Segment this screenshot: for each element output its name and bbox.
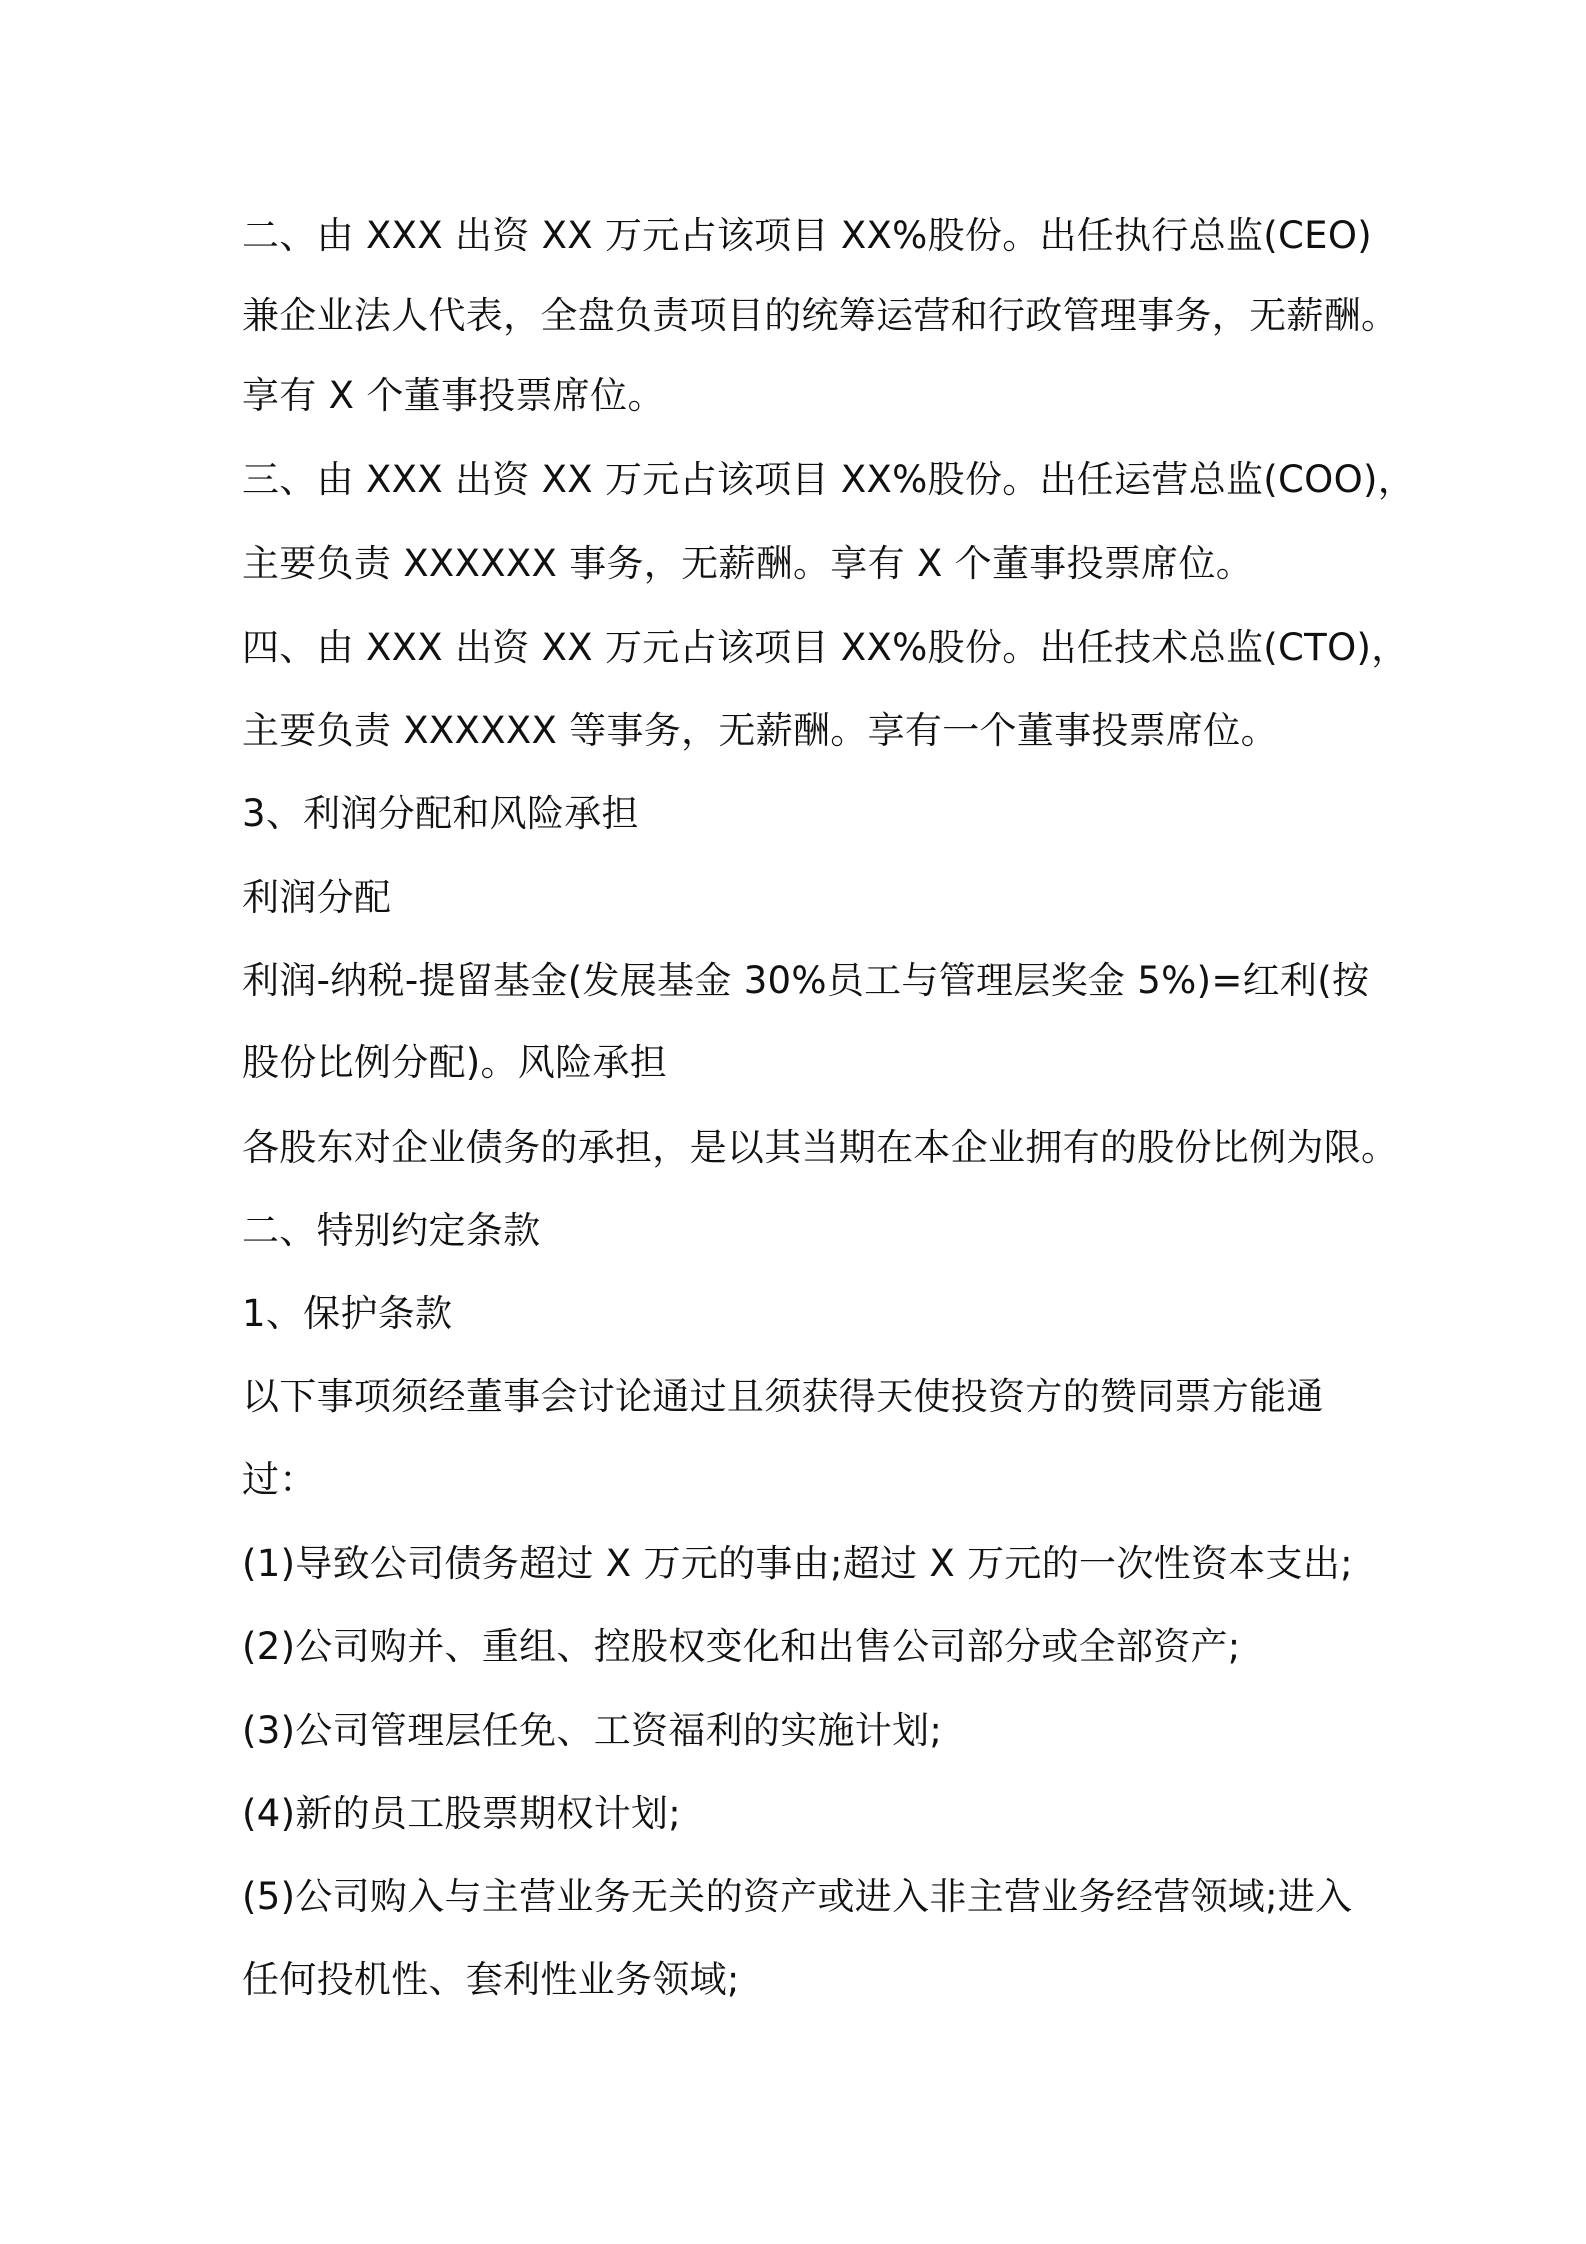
text-line: 主要负责 XXXXXX 事务，无薪酬。享有 X 个董事投票席位。	[242, 542, 1254, 585]
list-item: (2)公司购并、重组、控股权变化和出售公司部分或全部资产;	[242, 1625, 1241, 1668]
section-heading: 二、特别约定条款	[242, 1209, 541, 1252]
section-heading: 3、利润分配和风险承担	[242, 792, 639, 835]
list-item: 任何投机性、套利性业务领域;	[242, 1958, 740, 2001]
text-line: 享有 X 个董事投票席位。	[242, 374, 665, 417]
text-line: 利润-纳税-提留基金(发展基金 30%员工与管理层奖金 5%)=红利(按	[242, 959, 1370, 1002]
text-line: 以下事项须经董事会讨论通过且须获得天使投资方的赞同票方能通	[242, 1375, 1324, 1418]
subsection-heading: 1、保护条款	[242, 1292, 453, 1335]
text-line: 各股东对企业债务的承担，是以其当期在本企业拥有的股份比例为限。	[242, 1126, 1399, 1169]
list-item: (1)导致公司债务超过 X 万元的事由;超过 X 万元的一次性资本支出;	[242, 1542, 1353, 1585]
list-item: (5)公司购入与主营业务无关的资产或进入非主营业务经营领域;进入	[242, 1875, 1353, 1918]
text-line: 四、由 XXX 出资 XX 万元占该项目 XX%股份。出任技术总监(CTO)，	[242, 626, 1409, 669]
text-line: 主要负责 XXXXXX 等事务，无薪酬。享有一个董事投票席位。	[242, 709, 1278, 752]
text-line: 兼企业法人代表，全盘负责项目的统筹运营和行政管理事务，无薪酬。	[242, 294, 1399, 337]
subsection-heading: 利润分配	[242, 876, 392, 919]
text-line: 三、由 XXX 出资 XX 万元占该项目 XX%股份。出任运营总监(COO)，	[242, 458, 1416, 501]
text-line: 过：	[242, 1458, 317, 1501]
list-item: (4)新的员工股票期权计划;	[242, 1792, 682, 1835]
text-line: 二、由 XXX 出资 XX 万元占该项目 XX%股份。出任执行总监(CEO)	[242, 214, 1372, 257]
list-item: (3)公司管理层任免、工资福利的实施计划;	[242, 1709, 943, 1752]
text-line: 股份比例分配)。风险承担	[242, 1041, 668, 1084]
